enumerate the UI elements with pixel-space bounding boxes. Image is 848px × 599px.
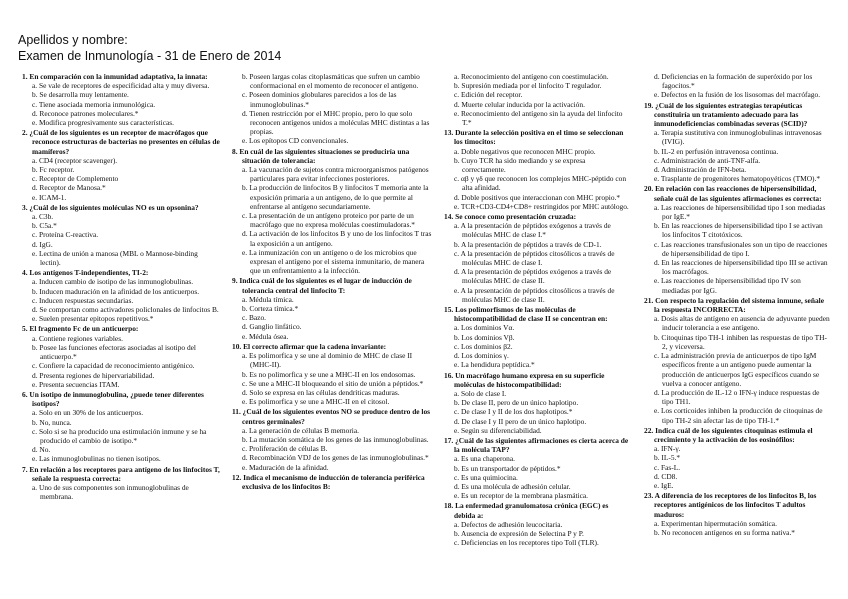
- answer-option: a. A la presentación de péptidos exógenos a través de moléculas MHC de clase I.*: [454, 221, 611, 240]
- answer-option: b. A la presentación de péptidos a través de CD-1.: [454, 239, 602, 249]
- question-title: 19. ¿Cuál de los siguientes estrategias terapéuticas constituiría un tratamiento adecuado para las inmunodeficiencias combinadas severas (SCID)?: [644, 100, 808, 129]
- answer-option: a. CD4 (receptor scavenger).: [32, 155, 118, 165]
- answer-option: a. Dosis altas de antígeno en ausencia de adyuvante pueden inducir tolerancia a ese antígeno.: [654, 314, 830, 333]
- question-title: 13. Durante la selección positiva en el timo se seleccionan los timocitos:: [444, 128, 624, 147]
- answer-option: b. No reconocen antígenos en su forma nativa.*: [654, 527, 795, 537]
- answer-option: a. La generación de células B memoria.: [242, 425, 359, 435]
- answer-option: e. IgE.: [654, 480, 674, 490]
- question-block: [22, 72, 220, 127]
- question-block: [444, 305, 630, 369]
- answer-option: b. IL-5.*: [654, 453, 681, 463]
- column-1: [22, 72, 220, 502]
- exam-title: Examen de Inmunología - 31 de Enero de 2014: [18, 49, 282, 63]
- answer-option: e. Según su diferenciabilidad.: [454, 425, 542, 435]
- answer-option: b. La producción de linfocitos B y linfocitos T memoria ante la exposición primaria a un antígeno, de lo que permite al enfrentarse al antígeno secundariamente.: [242, 183, 429, 211]
- answer-option: b. Inducen maduración en la afinidad de los anticuerpos.: [32, 286, 200, 296]
- question-block: [644, 491, 830, 537]
- question-block: [232, 72, 432, 146]
- answer-option: c. La presentación de un antígeno proteico por parte de un macrófago que no expresa moléculas coestimuladoras.*: [242, 211, 415, 230]
- answer-option: a. Inducen cambio de isotipo de las inmunoglobulinas.: [32, 277, 194, 287]
- question-block: [444, 501, 630, 547]
- answer-option: a. Reconocimiento del antígeno con coestimulación.: [454, 72, 609, 81]
- answer-option: a. Defectos de adhesión leucocitaria.: [454, 519, 563, 529]
- answer-option: a. Las reacciones de hipersensibilidad tipo I son mediadas por IgE.*: [654, 202, 826, 222]
- answer-option: d. La producción de IL-12 o IFN-γ induce respuestas de tipo TH1.: [654, 387, 820, 407]
- question-block: [644, 296, 830, 425]
- question-block: [22, 203, 220, 267]
- question-block: [444, 212, 630, 304]
- question-block: [444, 436, 630, 500]
- question-block: [232, 407, 432, 471]
- question-title: 23. A diferencia de los receptores de los linfocitos B, los receptores antigénicos de los linfocitos T adultos maduros:: [644, 491, 817, 519]
- answer-option: c. Fas-L.: [654, 462, 681, 472]
- question-title: 10. El correcto afirmar que la cadena invariante:: [232, 341, 387, 351]
- question-title: 8. En cuál de las siguientes situaciones se produciría una situación de tolerancia:: [232, 146, 410, 165]
- question-title: 1. En comparación con la inmunidad adaptativa, la innata:: [22, 72, 208, 81]
- answer-option: e. Maduración de la afinidad.: [242, 462, 329, 472]
- question-title: 14. Se conoce como presentación cruzada:: [444, 212, 577, 222]
- question-block: [644, 72, 830, 100]
- answer-option: a. La vacunación de sujetos contra microorganismos patógenos particulares para evitar infecciones posteriores.: [242, 165, 429, 184]
- answer-option: a. Contiene regiones variables.: [32, 333, 123, 343]
- answer-option: c. Tiene asociada memoria inmunológica.: [32, 99, 156, 109]
- answer-option: b. Corteza tímica.*: [242, 304, 299, 314]
- answer-option: a. IFN-γ.: [654, 444, 681, 454]
- name-field-label: Apellidos y nombre:: [18, 33, 128, 47]
- answer-option: b. De clase II, pero de un único haplotipo.: [454, 398, 579, 408]
- answer-option: d. De clase I y II pero de un único haplotipo.: [454, 416, 587, 426]
- question-title: 20. En relación con las reacciones de hipersensibilidad, señale cuál de las siguientes afirmaciones es correcta:: [644, 184, 822, 203]
- question-title: 17. ¿Cuál de las siguientes afirmaciones es cierta acerca de la molécula TAP?: [444, 435, 629, 455]
- answer-option: a. Terapia sustitutiva con inmunoglobulinas intravenosas (IVIG).: [654, 128, 822, 147]
- answer-option: c. Los dominios β2.: [454, 341, 513, 351]
- exam-header: [18, 32, 281, 64]
- answer-option: e. Modifica progresivamente sus características.: [32, 118, 175, 128]
- question-block: [22, 268, 220, 323]
- answer-option: e. Defectos en la fusión de los lisosomas del macrófago.: [654, 90, 821, 100]
- answer-option: a. C3b.: [32, 212, 54, 222]
- question-title: 21. Con respecto la regulación del sistema inmune, señale la respuesta INCORRECTA:: [644, 295, 824, 315]
- answer-option: c. Confiere la capacidad de reconocimiento antigénico.: [32, 361, 195, 371]
- answer-option: a. Es una chaperona.: [454, 454, 515, 464]
- answer-option: a. Uno de sus componentes son inmunoglobulinas de membrana.: [32, 482, 189, 502]
- question-block: [644, 184, 830, 294]
- question-block: [232, 473, 432, 491]
- answer-option: d. Reconoce patrones moleculares.*: [32, 108, 139, 118]
- answer-option: e. Los epítopos CD convencionales.: [242, 136, 349, 146]
- answer-option: d. IgG.: [32, 239, 53, 249]
- answer-option: e. Reconocimiento del antígeno sin la ayuda del linfocito T.*: [454, 108, 623, 128]
- question-block: [22, 390, 220, 464]
- answer-option: c. Inducen respuestas secundarias.: [32, 295, 134, 305]
- answer-option: a. Los dominios Vα.: [454, 323, 515, 333]
- answer-option: b. Cuyo TCR ha sido mediando y se expresa correctamente.: [454, 155, 586, 175]
- answer-option: b. Supresión mediada por el linfocito T regulador.: [454, 81, 602, 91]
- answer-option: a. Se vale de receptores de especificidad alta y muy diversa.: [32, 81, 210, 91]
- question-block: [444, 371, 630, 435]
- question-title: 22. Indica cuál de los siguientes citoquinas estimula el crecimiento y la activación de los eosinófilos:: [644, 425, 813, 444]
- question-title: 5. El fragmento Fc de un anticuerpo:: [22, 324, 139, 334]
- answer-option: d. Los dominios γ.: [454, 351, 509, 361]
- answer-option: b. La mutación somática de los genes de las inmunoglobulinas.: [242, 434, 429, 444]
- question-block: [644, 426, 830, 490]
- answer-option: d. Solo se expresa en las células dendríticas maduras.: [242, 387, 400, 397]
- answer-option: e. Las inmunoglobulinas no tienen isotipos.: [32, 454, 161, 464]
- answer-option: e. Suelen presentar epitopos repetitivos.*: [32, 314, 154, 324]
- answer-option: e. Trasplante de progenitores hematopoyéticos (TMO).*: [654, 174, 821, 184]
- answer-option: b. Posee las funciones efectoras asociadas al isotipo del anticuerpo.*: [32, 342, 196, 362]
- answer-option: c. αβ y γδ que reconocen los complejos MHC-péptido con alta afinidad.: [454, 174, 627, 193]
- answer-option: c. Administración de anti-TNF-alfa.: [654, 155, 761, 165]
- answer-option: c. Se une a MHC-II bloqueando el sitio de unión a péptidos.*: [242, 378, 424, 388]
- answer-option: c. Solo si se ha producido una estimulación inmune y se ha producido el cambio de isotipo.*: [32, 426, 207, 445]
- answer-option: d. En las reacciones de hipersensibilidad tipo III se activan los macrófagos.: [654, 258, 828, 277]
- column-2: [232, 72, 432, 492]
- question-block: [232, 276, 432, 340]
- answer-option: e. Los corticoides inhiben la producción de citoquinas de tipo TH-2 sin afectar las de tipo TH-1.*: [654, 406, 823, 425]
- answer-option: b. Se desarrolla muy lentamente.: [32, 90, 129, 100]
- question-block: [232, 147, 432, 276]
- answer-option: e. TCR+CD3-CD4+CD8+ restringidos por MHC autólogo.: [454, 201, 629, 211]
- answer-option: a. Solo de clase I.: [454, 388, 507, 398]
- question-title: 6. Un isotipo de inmunoglobulina, ¿puede tener diferentes isotipos?: [22, 389, 204, 409]
- answer-option: c. Las reacciones transfusionales son un tipo de reacciones de hipersensibilidad de tipo I.: [654, 239, 828, 258]
- answer-option: b. C5a.*: [32, 221, 57, 231]
- answer-option: a. Es polimorfica y se une al dominio de MHC de clase II (MHC-II).: [242, 351, 413, 370]
- column-4: [644, 72, 830, 538]
- answer-option: b. Es un transportador de péptidos.*: [454, 463, 561, 473]
- answer-option: c. De clase I y II de los dos haplotipos.*: [454, 407, 573, 417]
- answer-option: b. No, nunca.: [32, 417, 72, 427]
- answer-option: c. Poseen dominios globulares parecidos a los de las inmunoglobulinas.*: [242, 90, 397, 109]
- question-title: 18. La enfermedad granulomatosa crónica (EGC) es debida a:: [444, 501, 609, 520]
- question-block: [232, 342, 432, 406]
- question-block: [22, 128, 220, 202]
- answer-option: a. Médula tímica.: [242, 294, 294, 304]
- answer-option: e. La hendidura peptídica.*: [454, 360, 535, 370]
- answer-option: b. En las reacciones de hipersensibilidad tipo I se activan los linfocitos T citotóxicos.: [654, 221, 823, 240]
- answer-option: d. Doble positivos que interaccionan con MHC propio.*: [454, 192, 621, 202]
- answer-option: e. Presenta secuencias ITAM.: [32, 379, 120, 389]
- answer-option: c. Es una quimiocina.: [454, 472, 518, 482]
- answer-option: d. Se comportan como activadores policlonales de linfocitos B.: [32, 305, 219, 315]
- answer-option: b. Es no polimorfica y se une a MHC-II en los endosomas.: [242, 369, 416, 379]
- answer-option: b. IL-2 en perfusión intravenosa continua.: [654, 146, 779, 156]
- answer-option: a. Doble negativos que reconocen MHC propio.: [454, 146, 596, 156]
- answer-option: a. Experimentan hipermutación somática.: [654, 518, 777, 528]
- question-title: 12. Indica el mecanismo de inducción de tolerancia periférica exclusiva de los linfocitos B:: [232, 472, 425, 491]
- answer-option: b. Los dominios Vβ.: [454, 332, 515, 342]
- answer-option: b. Citoquinas tipo TH-1 inhiben las respuestas de tipo TH-2, y viceversa.: [654, 332, 827, 351]
- answer-option: d. CD8.: [654, 471, 678, 481]
- answer-option: d. Recombinación VDJ de los genes de las inmunoglobulinas.*: [242, 453, 429, 463]
- question-block: [444, 72, 630, 127]
- answer-option: e. La inmunización con un antígeno o de los microbios que expresan el antígeno por el sistema inmunitario, de manera que un enfrentamiento a la infección.: [242, 247, 425, 276]
- question-title: 9. Indica cuál de los siguientes es el lugar de inducción de tolerancia central del linfocito T:: [232, 276, 412, 295]
- question-block: [444, 128, 630, 211]
- answer-option: c. A la presentación de péptidos citosólicos a través de moléculas MHC de clase I.: [454, 248, 615, 268]
- answer-option: d. Tienen restricción por el MHC propio, pero lo que solo reconocen antígenos unidos a moléculas MHC distintas a las propias.: [242, 108, 430, 137]
- answer-option: c. Bazo.: [242, 313, 267, 323]
- answer-option: d. No.: [32, 445, 51, 455]
- answer-option: d. Receptor de Manosa.*: [32, 183, 106, 193]
- answer-option: d. Es una molécula de adhesión celular.: [454, 481, 571, 491]
- question-title: 2. ¿Cuál de los siguientes es un receptor de macrófagos que reconoce estructuras de bacterias no presentes en células de mamíferos?: [22, 128, 220, 156]
- answer-option: e. Las reacciones de hipersensibilidad tipo IV son mediadas por IgG.: [654, 276, 801, 295]
- answer-option: a. Solo en un 30% de los anticuerpos.: [32, 408, 144, 418]
- answer-option: e. Es un receptor de la membrana plasmática.: [454, 491, 588, 501]
- answer-option: c. Receptor de Complemento: [32, 174, 119, 184]
- answer-option: d. A la presentación de péptidos exógenos a través de moléculas MHC de clase II.: [454, 267, 612, 286]
- answer-option: d. Ganglio linfático.: [242, 322, 302, 332]
- answer-option: d. Muerte celular inducida por la activación.: [454, 99, 585, 109]
- answer-option: c. Edición del receptor.: [454, 90, 523, 100]
- answer-option: b. Ausencia de expresión de Selectina P y P.: [454, 528, 584, 538]
- question-title: 15. Los polimorfismos de las moléculas de histocompatibilidad de clase II se concentran en:: [444, 305, 608, 324]
- answer-option: c. Deficiencias en los receptores tipo Toll (TLR).: [454, 538, 599, 548]
- answer-option: d. La activación de los linfocitos B y uno de los linfocitos T tras la exposición a un antígeno.: [242, 229, 432, 248]
- answer-option: e. Lectina de unión a manosa (MBL o Mannose-binding lectin).: [32, 248, 198, 268]
- answer-option: c. La administración previa de anticuerpos de tipo IgM específicos frente a un antígeno puede aumentar la producción de anticuerpos IgG específicos cuando se vuelva a conocer antígeno.: [654, 351, 820, 388]
- question-title: 3. ¿Cuál de los siguientes moléculas NO es un opsonina?: [22, 202, 199, 212]
- answer-option: e. Es polimorfica y se une a MHC-II en el citosol.: [242, 397, 390, 407]
- answer-option: e. ICAM-1.: [32, 192, 67, 202]
- answer-option: b. Poseen largas colas citoplasmáticas que sufren un cambio conformacional en el momento de reconocer el antígeno.: [242, 72, 420, 91]
- answer-option: d. Deficiencias en la formación de superóxido por los fagocitos.*: [654, 72, 813, 91]
- question-title: 16. Un macrófago humano expresa en su superficie moléculas de histocompatibilidad:: [444, 370, 605, 389]
- question-block: [22, 324, 220, 388]
- question-block: [22, 465, 220, 502]
- answer-option: c. Proteína C-reactiva.: [32, 230, 99, 240]
- answer-option: e. A la presentación de péptidos citosólicos a través de moléculas MHC de clase II.: [454, 285, 615, 304]
- question-title: 11. ¿Cuál de los siguientes eventos NO se produce dentro de los centros germinales?: [232, 407, 431, 426]
- column-3: [444, 72, 630, 548]
- answer-option: d. Presenta regiones de hipervariabilidad.: [32, 370, 155, 380]
- question-block: [644, 101, 830, 184]
- question-title: 7. En relación a los receptores para antígeno de los linfocitos T, señale la respuesta correcta:: [22, 464, 220, 483]
- answer-option: c. Proliferación de células B.: [242, 444, 328, 454]
- answer-option: b. Fc receptor.: [32, 165, 75, 175]
- answer-option: e. Médula ósea.: [242, 331, 289, 341]
- question-title: 4. Los antígenos T-independientes, TI-2:: [22, 268, 149, 278]
- answer-option: d. Administración de IFN-beta.: [654, 165, 747, 175]
